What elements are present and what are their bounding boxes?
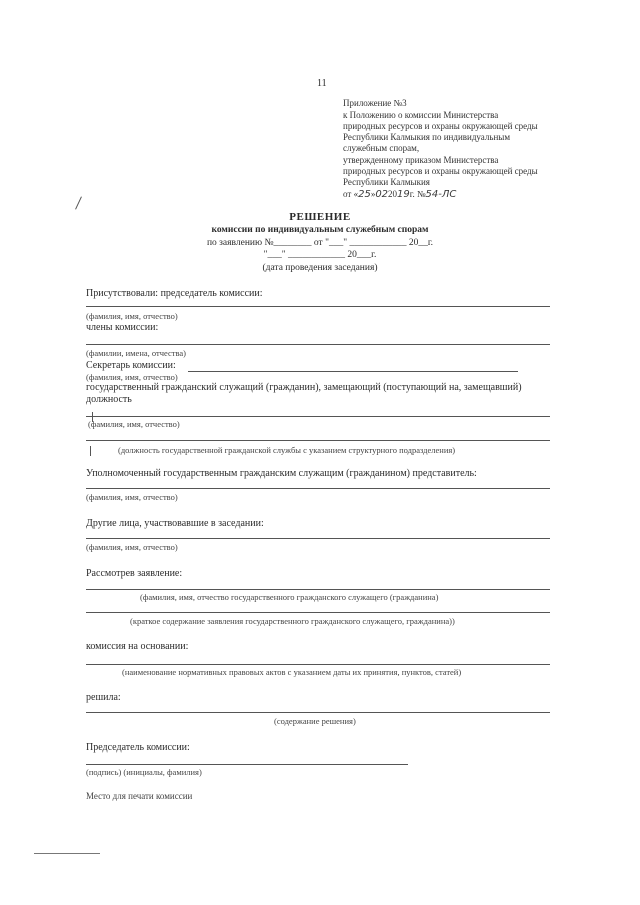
appendix-order-line (343, 189, 456, 200)
basis-label: комиссия на основании: (86, 641, 189, 652)
scan-mark-1 (75, 196, 82, 209)
other-participants-label: Другие лица, участвовавшие в заседании: (86, 518, 264, 529)
secretary-fio-caption: (фамилия, имя, отчество) (86, 372, 178, 382)
appendix-line-7: природных ресурсов и охраны окружающей среды (343, 166, 538, 176)
meeting-date-line: "___" ____________ 20___г. (263, 250, 377, 260)
members-fio-caption: (фамилии, имена, отчества) (86, 348, 187, 358)
appendix-line-5: служебным спорам, (343, 143, 420, 153)
seal-place-label: Место для печати комиссии (86, 791, 193, 801)
decided-label: решила: (86, 692, 121, 703)
application-summary-caption: (краткое содержание заявления государственного гражданского служащего, гражданина)) (130, 616, 455, 626)
order-month-handwritten: 02 (375, 189, 389, 200)
document-subtitle: комиссии по индивидуальным служебным спорам (211, 225, 429, 235)
other-participants-field (86, 538, 550, 539)
order-mid-2: 20 (388, 189, 398, 199)
page-number: 11 (317, 78, 327, 89)
secretary-name-field (188, 371, 518, 372)
representative-label: Уполномоченный государственным гражданским служащим (гражданином) представитель: (86, 468, 477, 479)
members-label: члены комиссии: (86, 322, 159, 333)
chairman-signature-label: Председатель комиссии: (86, 742, 190, 753)
civil-servant-label: государственный гражданский служащий (гражданин), замещающий (поступающий на, замещавший) (86, 382, 522, 393)
servant-fio-caption: (фамилия, имя, отчество) (88, 419, 180, 429)
applicant-name-field (86, 589, 550, 590)
representative-fio-caption: (фамилия, имя, отчество) (86, 492, 178, 502)
appendix-line-3: природных ресурсов и охраны окружающей среды (343, 121, 538, 131)
appendix-line-2: к Положению о комиссии Министерства (343, 110, 499, 120)
chairman-fio-caption: (фамилия, имя, отчество) (86, 311, 178, 321)
scan-artifact-line (34, 853, 100, 854)
scan-mark-3 (90, 446, 91, 456)
legal-acts-caption: (наименование нормативных правовых актов с указанием даты их принятия, пунктов, статей) (122, 667, 462, 677)
appendix-line-8: Республики Калмыкия (343, 177, 430, 187)
order-mid-3: г. № (409, 189, 426, 199)
order-number-handwritten: 54-ЛС (425, 189, 457, 200)
decision-content-field (86, 712, 550, 713)
present-label: Присутствовали: председатель комиссии: (86, 288, 263, 299)
representative-name-field (86, 488, 550, 489)
appendix-line-1: Приложение №3 (343, 98, 407, 108)
meeting-date-caption: (дата проведения заседания) (262, 263, 378, 273)
legal-acts-field (86, 664, 550, 665)
chairman-signature-field (86, 764, 408, 765)
order-year-handwritten: 19 (397, 189, 410, 200)
appendix-line-6: утвержденному приказом Министерства (343, 155, 499, 165)
appendix-line-4: Республики Калмыкия по индивидуальным (343, 132, 511, 142)
considered-label: Рассмотрев заявление: (86, 568, 183, 579)
other-participants-caption: (фамилия, имя, отчество) (86, 542, 178, 552)
document-title: РЕШЕНИЕ (289, 211, 351, 223)
application-summary-field (86, 612, 550, 613)
order-day-handwritten: 25 (358, 189, 371, 200)
servant-name-field (86, 416, 550, 417)
order-mid-1: » (370, 189, 376, 199)
servant-position-field (86, 440, 550, 441)
secretary-label: Секретарь комиссии: (86, 360, 176, 371)
applicant-fio-caption: (фамилия, имя, отчество государственного гражданского служащего (гражданина) (140, 592, 439, 602)
position-label: должность (86, 394, 132, 405)
members-names-field (86, 344, 550, 345)
chairman-name-field (86, 306, 550, 307)
signature-caption: (подпись) (инициалы, фамилия) (86, 767, 202, 777)
decision-content-caption: (содержание решения) (274, 716, 356, 726)
order-prefix: от « (343, 189, 359, 199)
position-caption: (должность государственной гражданской службы с указанием структурного подразделения) (118, 445, 456, 455)
application-number-line: по заявлению №________ от "___" ____________ 20__г. (206, 238, 434, 248)
